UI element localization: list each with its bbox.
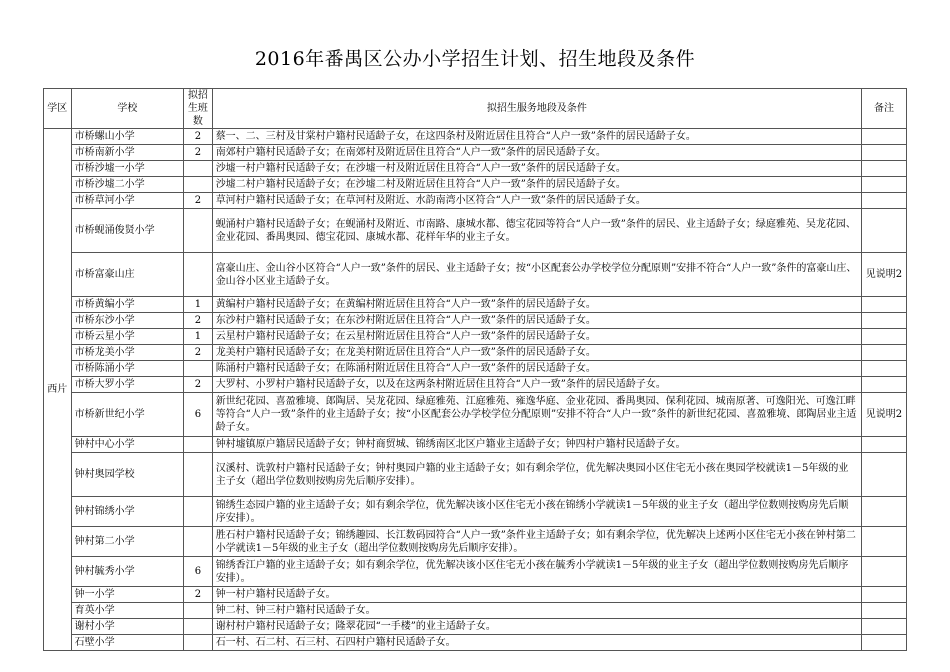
note-cell	[861, 177, 906, 193]
area-cell: 谢村村户籍村民适龄子女；隆翠花园“一手楼”的业主适龄子女。	[212, 619, 861, 635]
school-cell: 钟村第二小学	[71, 527, 183, 557]
table-row	[44, 209, 907, 253]
school-cell: 市桥沙墟二小学	[71, 177, 183, 193]
table-row	[44, 527, 907, 557]
classes-cell	[184, 361, 213, 377]
note-cell	[861, 129, 906, 145]
table-row	[44, 313, 907, 329]
area-cell: 胜石村户籍村民适龄子女；锦绣趣园、长江数码园符合“人户一致”条件业主适龄子女；如有剩余学位，优先解决上述两小区住宅无小孩在钟村第二小学就读1－5年级的业主子女（超出学位数则按购房先后顺序安排）。	[212, 527, 861, 557]
classes-cell	[184, 253, 213, 297]
classes-cell	[184, 177, 213, 193]
classes-cell	[184, 603, 213, 619]
classes-cell: 2	[184, 377, 213, 393]
area-cell: 沙墟二村户籍村民适龄子女；在沙墟二村及附近居住且符合“人户一致”条件的居民适龄子女。	[212, 177, 861, 193]
school-cell: 市桥黄编小学	[71, 297, 183, 313]
header-classes: 拟招生班数	[184, 89, 213, 129]
classes-cell	[184, 527, 213, 557]
note-cell: 见说明2	[861, 393, 906, 437]
note-cell	[861, 497, 906, 527]
school-cell: 市桥云星小学	[71, 329, 183, 345]
school-cell: 市桥螺山小学	[71, 129, 183, 145]
classes-cell: 2	[184, 129, 213, 145]
table-row	[44, 377, 907, 393]
note-cell	[861, 527, 906, 557]
school-cell: 市桥新世纪小学	[71, 393, 183, 437]
classes-cell: 6	[184, 557, 213, 587]
page-title: 2016年番禺区公办小学招生计划、招生地段及条件	[254, 48, 696, 70]
classes-cell: 2	[184, 345, 213, 361]
classes-cell: 1	[184, 329, 213, 345]
header-region: 学区	[44, 89, 72, 129]
table-row	[44, 161, 907, 177]
table-row	[44, 497, 907, 527]
school-cell: 市桥龙美小学	[71, 345, 183, 361]
area-cell: 黄编村户籍村民适龄子女；在黄编村附近居住且符合“人户一致”条件的居民适龄子女。	[212, 297, 861, 313]
note-cell	[861, 297, 906, 313]
classes-cell	[184, 209, 213, 253]
area-cell: 陈涌村户籍村民适龄子女；在陈涌村附近居住且符合“人户一致”条件的居民适龄子女。	[212, 361, 861, 377]
classes-cell: 6	[184, 393, 213, 437]
area-cell: 南郊村户籍村民适龄子女；在南郊村及附近居住且符合“人户一致”条件的居民适龄子女。	[212, 145, 861, 161]
school-cell: 市桥富豪山庄	[71, 253, 183, 297]
classes-cell: 1	[184, 297, 213, 313]
header-school: 学校	[71, 89, 183, 129]
area-cell: 蔡一、二、三村及甘棠村户籍村民适龄子女，在这四条村及附近居住且符合“人户一致”条件的居民适龄子女。	[212, 129, 861, 145]
table-row	[44, 145, 907, 161]
school-cell: 钟村奥园学校	[71, 453, 183, 497]
table-row	[44, 129, 907, 145]
school-cell: 钟村毓秀小学	[71, 557, 183, 587]
school-cell: 市桥大罗小学	[71, 377, 183, 393]
note-cell	[861, 209, 906, 253]
header-note: 备注	[861, 89, 906, 129]
table-row	[44, 437, 907, 453]
area-cell: 云星村户籍村民适龄子女；在云星村附近居住且符合“人户一致”条件的居民适龄子女。	[212, 329, 861, 345]
school-cell: 钟一小学	[71, 587, 183, 603]
note-cell	[861, 587, 906, 603]
area-cell: 石一村、石二村、石三村、石四村户籍村民适龄子女。	[212, 635, 861, 651]
classes-cell	[184, 437, 213, 453]
school-cell: 市桥蚬涌俊贤小学	[71, 209, 183, 253]
note-cell	[861, 453, 906, 497]
school-cell: 市桥陈涌小学	[71, 361, 183, 377]
area-cell: 钟二村、钟三村户籍村民适龄子女。	[212, 603, 861, 619]
note-cell	[861, 619, 906, 635]
classes-cell: 2	[184, 587, 213, 603]
enrollment-table	[43, 88, 907, 651]
school-cell: 石壁小学	[71, 635, 183, 651]
note-cell	[861, 557, 906, 587]
note-cell	[861, 635, 906, 651]
area-cell: 富豪山庄、金山谷小区符合“人户一致”条件的居民、业主适龄子女；按“小区配套公办学校学位分配原则”安排不符合“人户一致”条件的富豪山庄、金山谷小区业主适龄子女。	[212, 253, 861, 297]
area-cell: 东沙村户籍村民适龄子女；在东沙村附近居住且符合“人户一致”条件的居民适龄子女。	[212, 313, 861, 329]
table-row	[44, 329, 907, 345]
header-area: 拟招生服务地段及条件	[212, 89, 861, 129]
table-row	[44, 253, 907, 297]
school-cell: 市桥南新小学	[71, 145, 183, 161]
area-cell: 钟一村户籍村民适龄子女。	[212, 587, 861, 603]
note-cell	[861, 603, 906, 619]
note-cell	[861, 161, 906, 177]
area-cell: 草河村户籍村民适龄子女；在草河村及附近、水韵南湾小区符合“人户一致”条件的居民适龄子女。	[212, 193, 861, 209]
area-cell: 汉溪村、诜敦村户籍村民适龄子女；钟村奥园户籍的业主适龄子女；如有剩余学位，优先解决奥园小区住宅无小孩在奥园学校就读1－5年级的业主子女（超出学位数则按购房先后顺序安排）。	[212, 453, 861, 497]
classes-cell	[184, 161, 213, 177]
school-cell: 市桥沙墟一小学	[71, 161, 183, 177]
area-cell: 龙美村户籍村民适龄子女；在龙美村附近居住且符合“人户一致”条件的居民适龄子女。	[212, 345, 861, 361]
note-cell	[861, 361, 906, 377]
school-cell: 市桥东沙小学	[71, 313, 183, 329]
school-cell: 钟村锦绣小学	[71, 497, 183, 527]
school-cell: 育英小学	[71, 603, 183, 619]
area-cell: 新世纪花园、喜盈雅境、郎陶居、吴龙花园、绿庭雅苑、江庭雅苑、雍逸华庭、金业花园、番禺奥园、保利花园、城南原著、可逸阳光、可逸江畔等符合“人户一致”条件的业主适龄子女；按“小区配套公办学校学位分配原则”安排不符合“人户一致”条件的新世纪花园、喜盈雅境、郎陶居业主适龄子女。	[212, 393, 861, 437]
region-cell: 西片	[44, 129, 72, 651]
school-cell: 钟村中心小学	[71, 437, 183, 453]
classes-cell: 2	[184, 313, 213, 329]
area-cell: 锦绣生态园户籍的业主适龄子女；如有剩余学位，优先解决该小区住宅无小孩在锦绣小学就读1－5年级的业主子女（超出学位数则按购房先后顺序安排）。	[212, 497, 861, 527]
note-cell	[861, 313, 906, 329]
table-row	[44, 193, 907, 209]
note-cell	[861, 377, 906, 393]
table-row	[44, 297, 907, 313]
area-cell: 蚬涌村户籍村民适龄子女；在蚬涌村及附近、市南路、康城水都、德宝花园等符合“人户一致”条件的居民、业主适龄子女；绿庭雅苑、吴龙花园、金业花园、番禺奥园、德宝花园、康城水都、花样年华的业主子女。	[212, 209, 861, 253]
table-row	[44, 619, 907, 635]
table-row	[44, 393, 907, 437]
note-cell	[861, 437, 906, 453]
area-cell: 沙墟一村户籍村民适龄子女；在沙墟一村及附近居住且符合“人户一致”条件的居民适龄子女。	[212, 161, 861, 177]
note-cell	[861, 329, 906, 345]
note-cell	[861, 193, 906, 209]
classes-cell	[184, 619, 213, 635]
table-row	[44, 361, 907, 377]
note-cell	[861, 345, 906, 361]
classes-cell	[184, 497, 213, 527]
note-cell	[861, 145, 906, 161]
table-row	[44, 603, 907, 619]
header-row	[44, 89, 907, 129]
table-row	[44, 345, 907, 361]
school-cell: 谢村小学	[71, 619, 183, 635]
note-cell: 见说明2	[861, 253, 906, 297]
school-cell: 市桥草河小学	[71, 193, 183, 209]
classes-cell	[184, 635, 213, 651]
table-row	[44, 453, 907, 497]
classes-cell: 2	[184, 193, 213, 209]
area-cell: 锦绣香江户籍的业主适龄子女；如有剩余学位，优先解决该小区住宅无小孩在毓秀小学就读1－5年级的业主子女（超出学位数则按购房先后顺序安排）。	[212, 557, 861, 587]
area-cell: 钟村墟镇原户籍居民适龄子女；钟村商贸城、锦绣南区北区户籍业主适龄子女；钟四村户籍村民适龄子女。	[212, 437, 861, 453]
table-row	[44, 177, 907, 193]
classes-cell: 2	[184, 145, 213, 161]
table-row	[44, 557, 907, 587]
table-row	[44, 635, 907, 651]
classes-cell	[184, 453, 213, 497]
area-cell: 大罗村、小罗村户籍村民适龄子女，以及在这两条村附近居住且符合“人户一致”条件的居民适龄子女。	[212, 377, 861, 393]
table-row	[44, 587, 907, 603]
